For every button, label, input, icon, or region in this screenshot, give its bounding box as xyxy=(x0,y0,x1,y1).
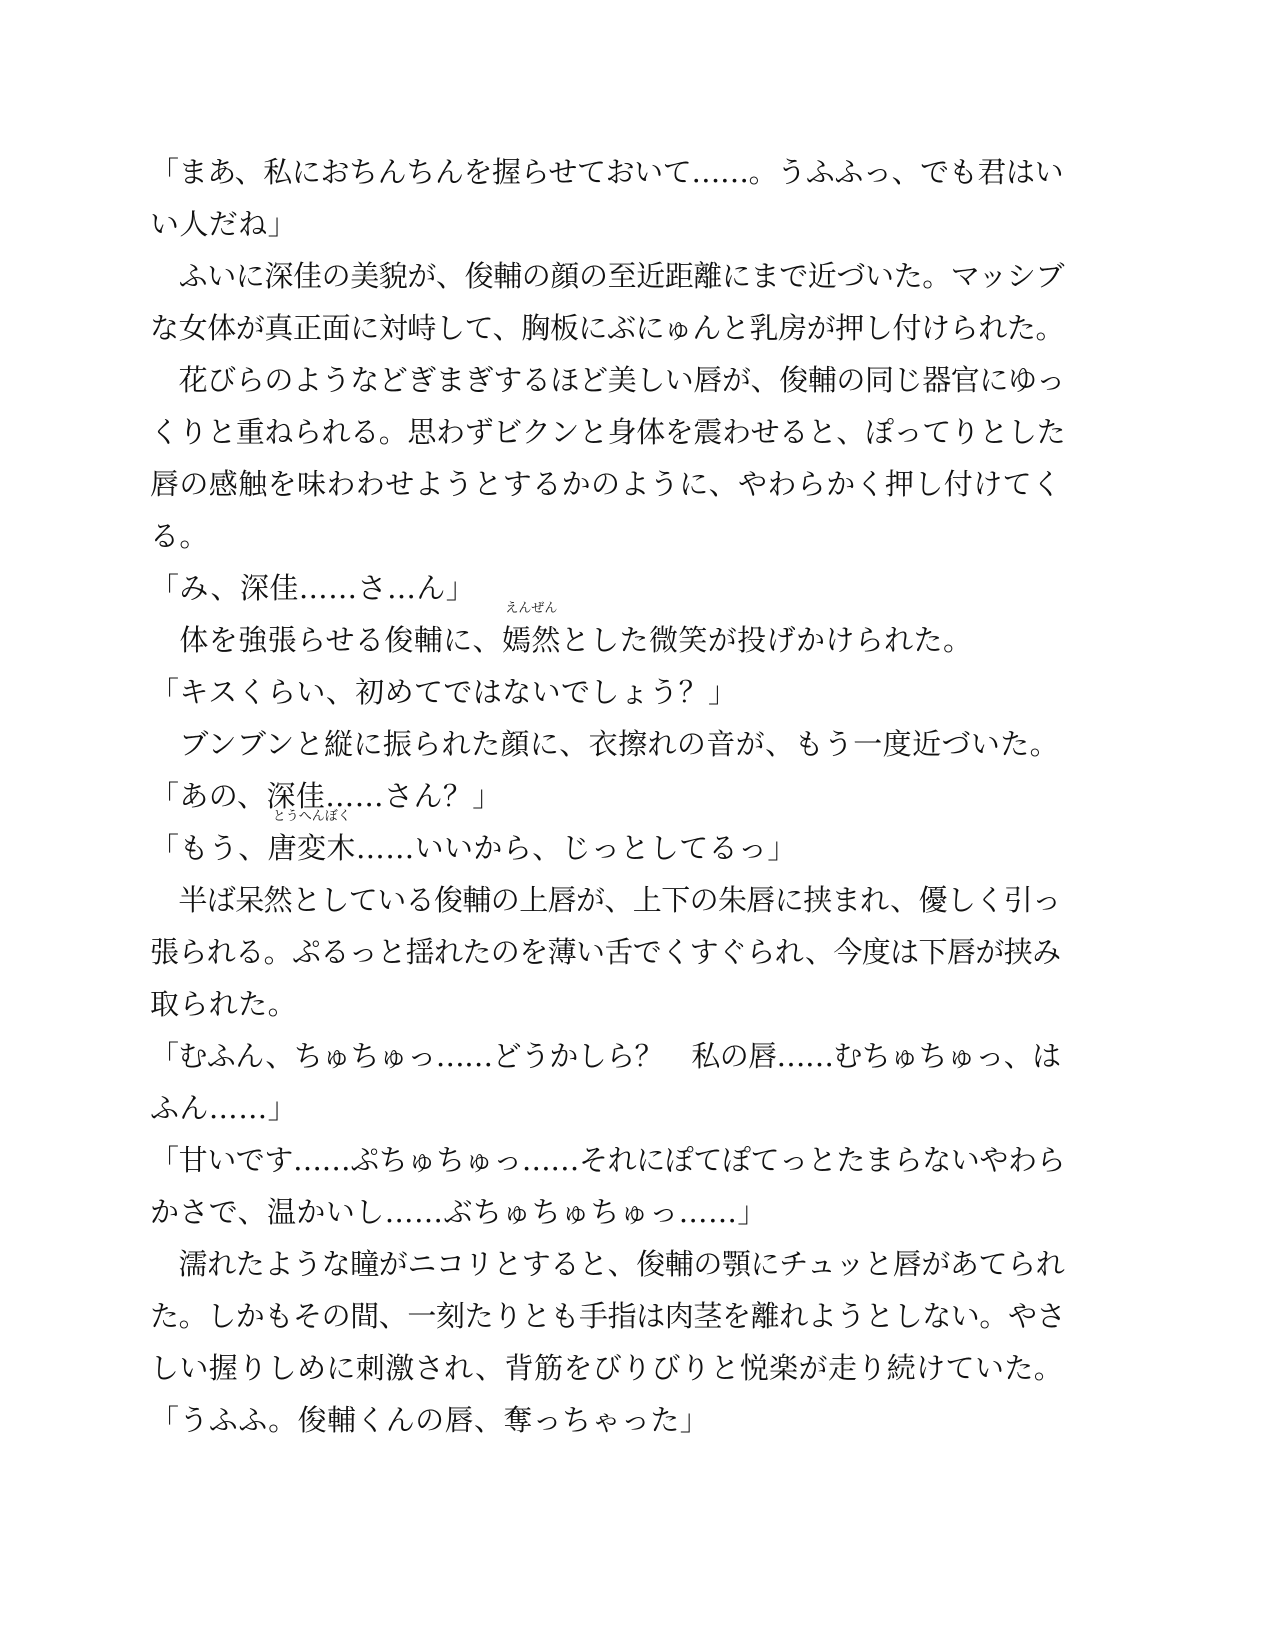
text-line: 「うふふ。俊輔くんの唇、奪っちゃった」 xyxy=(150,1403,710,1437)
text-line: ふいに深佳の美貌が、俊輔の顔の至近距離にまで近づいた。マッシブ xyxy=(150,259,1065,293)
ruby-reading: とうへんぼく xyxy=(272,809,351,824)
line-segment: 体を強張らせる俊輔に、 xyxy=(150,623,502,657)
text-line: 「むふん、ちゅちゅっ……どうかしら？ 私の唇……むちゅちゅっ、は xyxy=(150,1039,1061,1073)
text-line: た。しかもその間、一刻たりとも手指は肉茎を離れようとしない。やさ xyxy=(150,1299,1066,1333)
ruby-annotation xyxy=(267,809,356,868)
text-line: 濡れたような瞳がニコリとすると、俊輔の顎にチュッと唇があてられ xyxy=(150,1247,1065,1281)
text-line: 「キスくらい、初めてではないでしょう？」 xyxy=(150,675,738,709)
text-line: る。 xyxy=(150,519,209,553)
text-line: しい握りしめに刺激され、背筋をびりびりと悦楽が走り続けていた。 xyxy=(150,1351,1064,1385)
text-line: 取られた。 xyxy=(150,987,298,1021)
text-line: 「あの、深佳……さん？」 xyxy=(150,779,502,813)
text-line: 「み、深佳……さ…ん」 xyxy=(150,571,476,605)
text-line: ふん……」 xyxy=(150,1091,298,1125)
text-line: 半ば呆然としている俊輔の上唇が、上下の朱唇に挟まれ、優しく引っ xyxy=(150,883,1061,917)
ruby-base: 唐変木 xyxy=(267,831,356,865)
ruby-base: 嫣然 xyxy=(501,623,561,657)
text-line: 「まあ、私におちんちんを握らせておいて……。うふふっ、でも君はい xyxy=(150,155,1064,189)
text-line: い人だね」 xyxy=(150,207,298,241)
text-line-with-ruby xyxy=(150,809,797,868)
text-line: 唇の感触を味わわせようとするかのように、やわらかく押し付けてく xyxy=(150,467,1062,501)
line-segment: 「もう、 xyxy=(150,831,268,865)
text-line: ブンブンと縦に振られた顔に、衣擦れの音が、もう一度近づいた。 xyxy=(150,727,1060,761)
text-line: 張られる。ぷるっと揺れたのを薄い舌でくすぐられ、今度は下唇が挟み xyxy=(150,935,1061,969)
text-line: 「甘いです……ぷちゅちゅっ……それにぽてぽてっとたまらないやわら xyxy=(150,1143,1066,1177)
line-segment: とした微笑が投げかけられた。 xyxy=(560,623,973,657)
ruby-reading: えんぜん xyxy=(505,601,558,616)
text-line: くりと重ねられる。思わずビクンと身体を震わせると、ぽってりとした xyxy=(150,415,1066,449)
line-segment: ……いいから、じっとしてるっ」 xyxy=(355,831,797,865)
text-line: 花びらのようなどぎまぎするほど美しい唇が、俊輔の同じ器官にゆっ xyxy=(150,363,1065,397)
text-line-with-ruby xyxy=(150,601,973,660)
ruby-annotation xyxy=(501,601,561,660)
text-line: な女体が真正面に対峙して、胸板にぶにゅんと乳房が押し付けられた。 xyxy=(150,311,1065,345)
text-line: かさで、温かいし……ぶちゅちゅちゅっ……」 xyxy=(150,1195,767,1229)
